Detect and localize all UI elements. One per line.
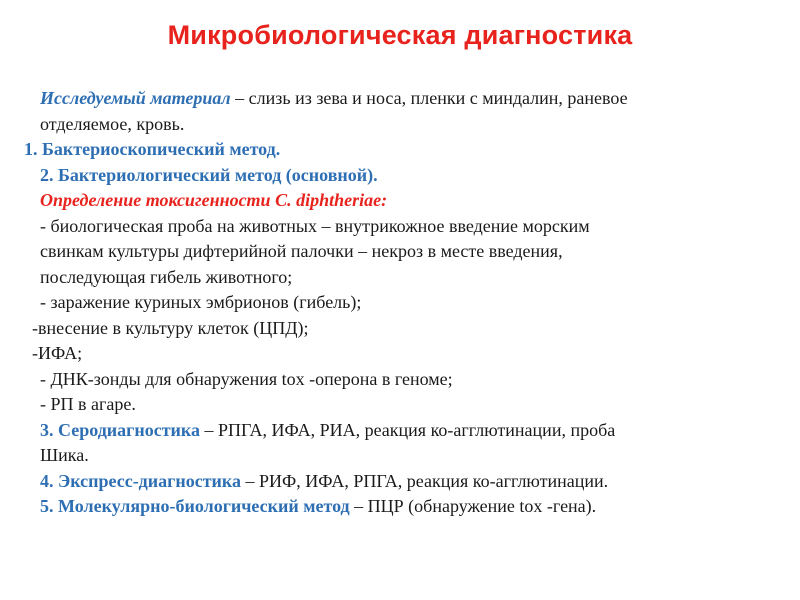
slide-body	[0, 86, 800, 520]
tox-item: свинкам культуры дифтерийной палочки – некроз в месте введения,	[40, 241, 563, 261]
slide-title: Микробиологическая диагностика	[167, 20, 633, 50]
tox-item: -ИФА;	[32, 343, 83, 363]
method-5-label: 5. Молекулярно-биологический метод	[40, 496, 350, 516]
method-2: 2. Бактериологический метод (основной).	[40, 164, 378, 185]
method-3-line-2	[40, 443, 800, 469]
tox-item: -внесение в культуру клеток (ЦПД);	[32, 317, 309, 338]
method-3-text-1: – РПГА, ИФА, РИА, реакция ко-агглютинации, проба	[200, 419, 616, 440]
material-text-1: – слизь из зева и носа, пленки с миндалин, раневое	[230, 88, 628, 108]
material-text-2: отделяемое, кровь.	[40, 113, 185, 134]
material-label: Исследуемый материал	[40, 88, 231, 108]
method-4-text: – РИФ, ИФА, РПГА, реакция ко-агглютинации.	[241, 470, 609, 491]
tox-item: - РП в агаре.	[40, 394, 136, 414]
tox-item: - заражение куриных эмбрионов (гибель);	[40, 292, 362, 312]
tox-item: - биологическая проба на животных – внутрикожное введение морским	[40, 215, 590, 236]
method-1: 1. Бактериоскопический метод.	[24, 139, 281, 159]
method-4	[40, 469, 800, 495]
material-line-1	[40, 86, 800, 112]
material-line-2	[40, 112, 800, 138]
method-5	[40, 494, 800, 520]
method-3-label: 3. Серодиагностика	[40, 419, 201, 440]
tox-item: последующая гибель животного;	[40, 266, 293, 287]
tox-item: - ДНК-зонды для обнаружения tox -оперона в геноме;	[40, 368, 453, 389]
toxigenicity-heading: Определение токсигенности C. diphtheriae:	[40, 190, 388, 210]
method-3-text-2: Шика.	[40, 445, 89, 465]
method-3-line-1	[40, 418, 800, 444]
method-4-label: 4. Экспресс-диагностика	[40, 470, 242, 491]
method-5-text: – ПЦР (обнаружение tox -гена).	[349, 496, 597, 516]
